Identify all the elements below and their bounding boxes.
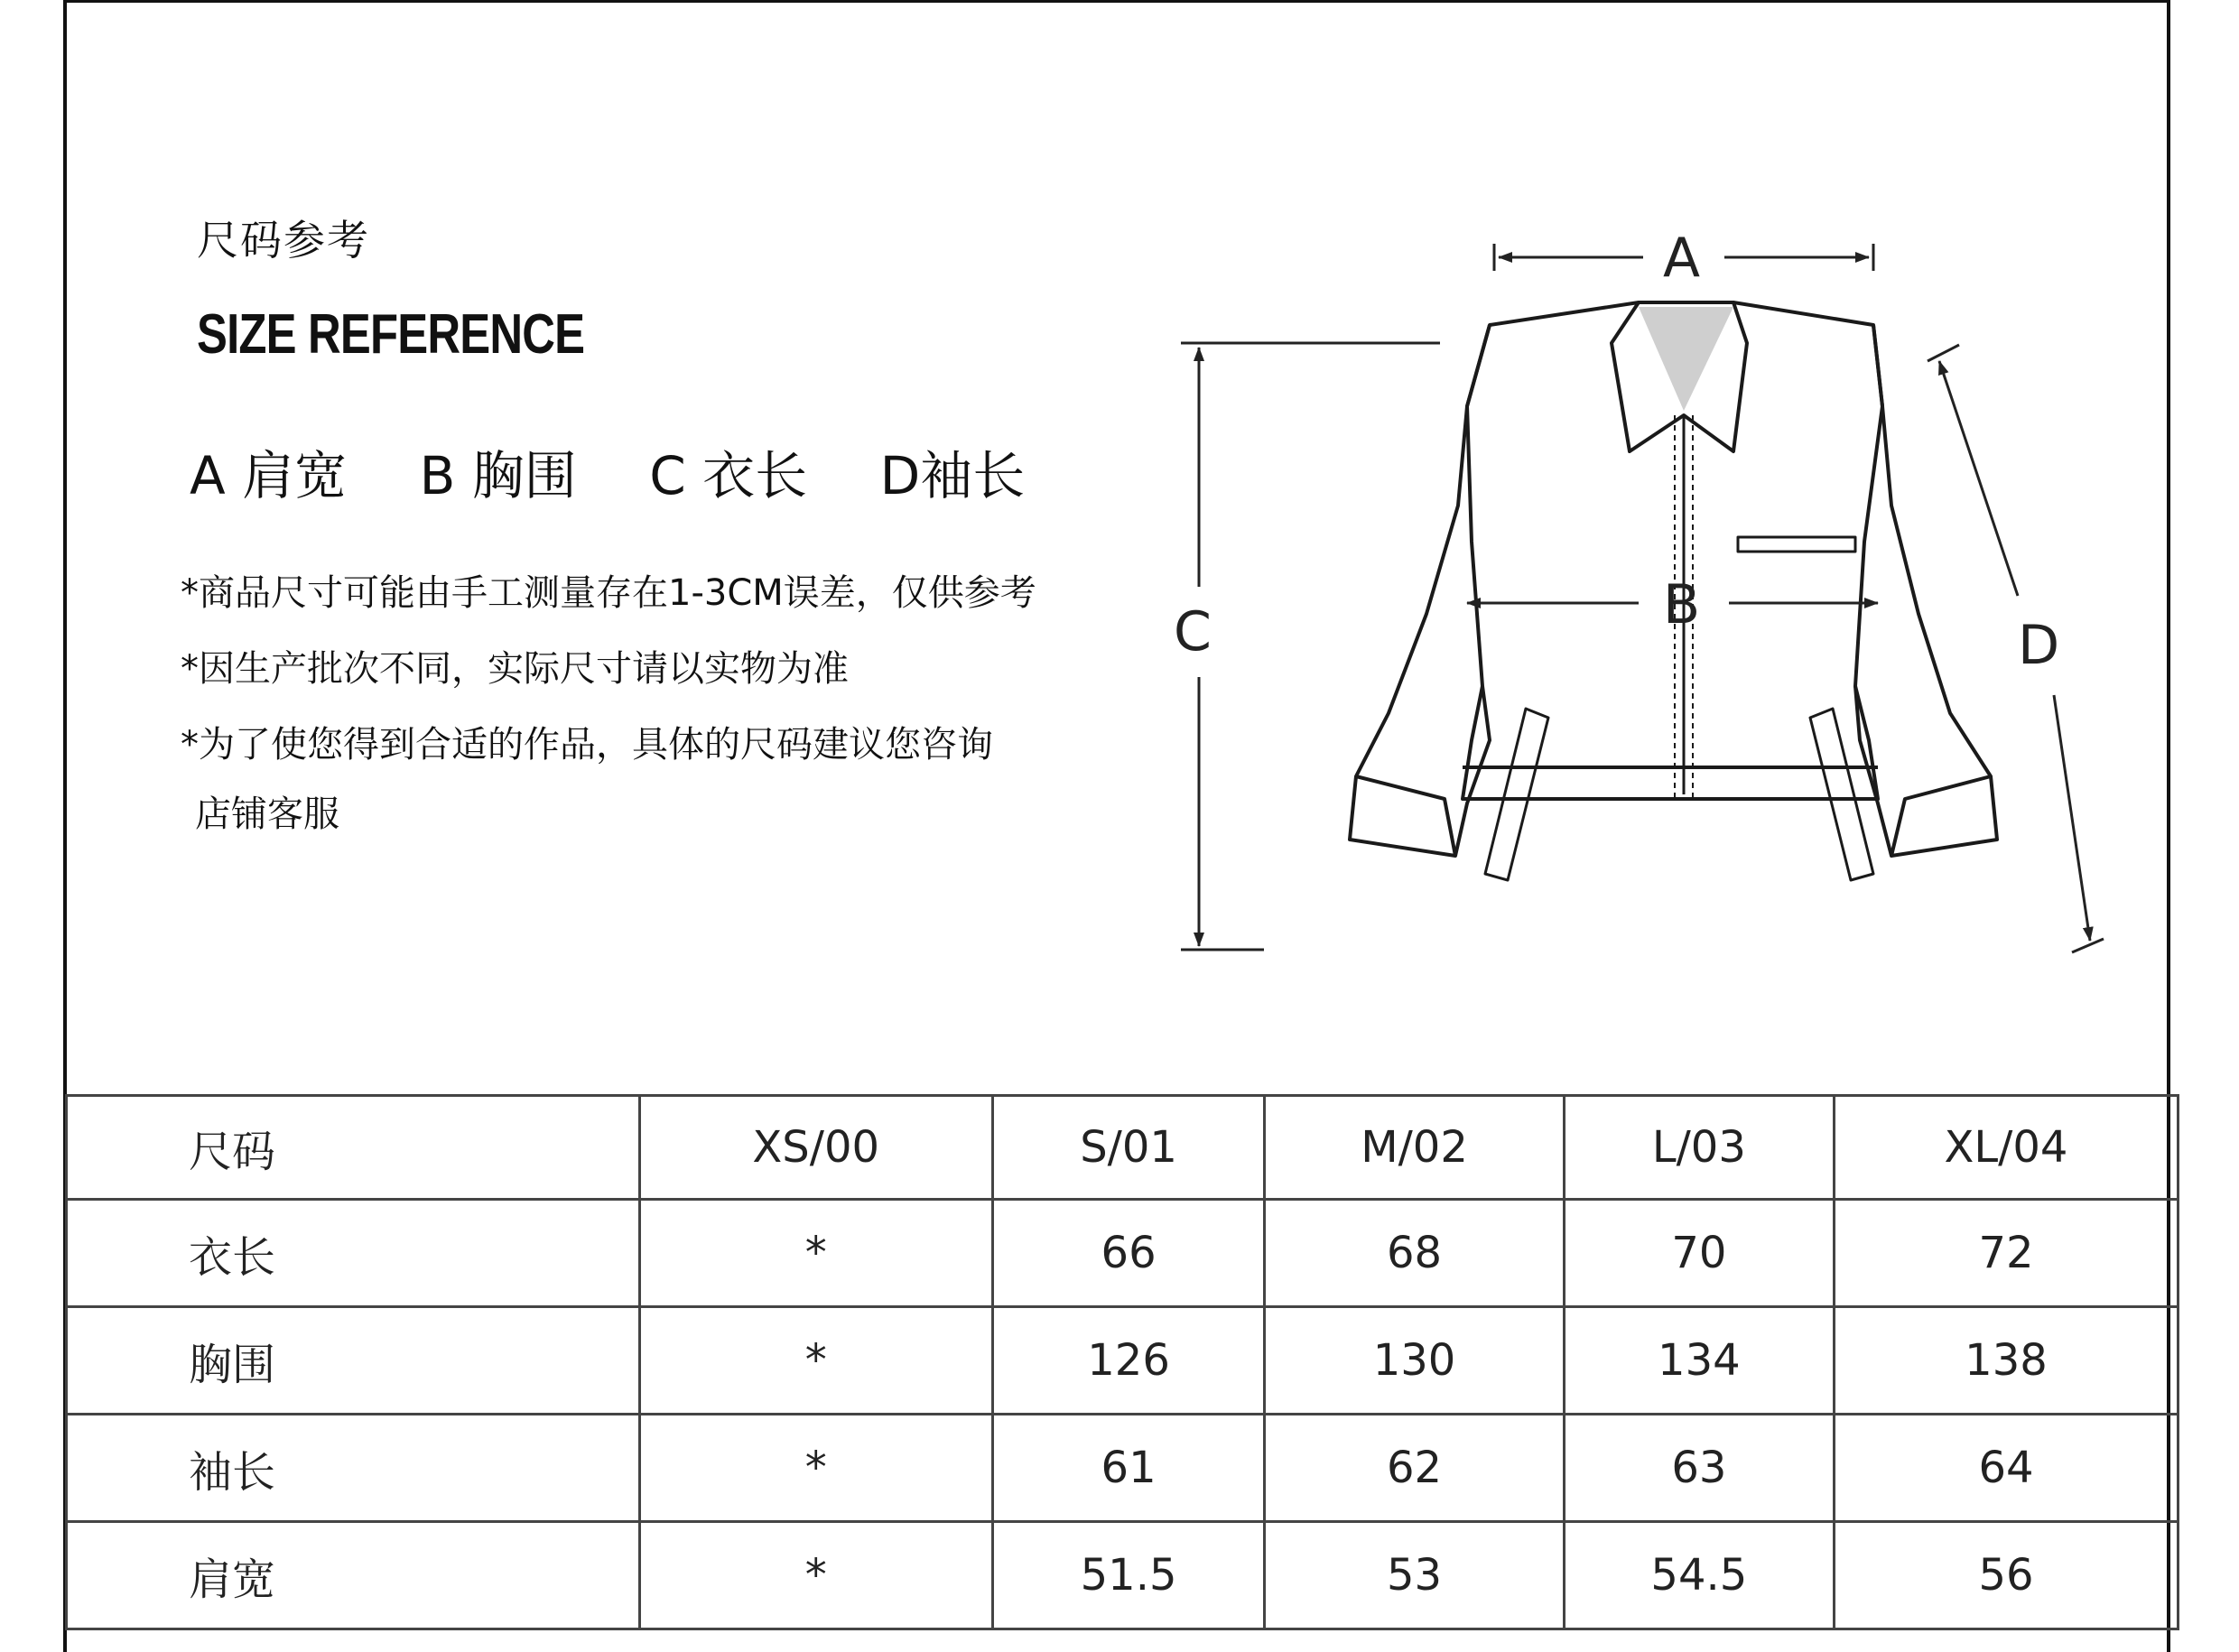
table-cell: 126 [992, 1307, 1265, 1415]
table-cell: 72 [1834, 1200, 2178, 1307]
note-2: *因生产批次不同，实际尺寸请以实物为准 [181, 648, 849, 690]
table-cell: 63 [1564, 1415, 1834, 1522]
label-b: B [1663, 573, 1701, 636]
label-a: A [1663, 227, 1701, 290]
table-cell: * [639, 1307, 992, 1415]
table-cell: 138 [1834, 1307, 2178, 1415]
table-cell: L/03 [1564, 1096, 1834, 1200]
table-cell: 56 [1834, 1522, 2178, 1629]
table-cell: 64 [1834, 1415, 2178, 1522]
label-d: D [2018, 614, 2060, 677]
table-row [67, 1522, 2179, 1629]
table-cell: 肩宽 [67, 1522, 640, 1629]
table-cell: 胸围 [67, 1307, 640, 1415]
table-row [67, 1415, 2179, 1522]
table-cell: * [639, 1415, 992, 1522]
size-table [65, 1094, 2179, 1630]
table-row [67, 1200, 2179, 1307]
legend-item-c: C 衣长 [649, 445, 808, 506]
legend-item-b: B 胸围 [419, 445, 577, 506]
dimension-d [1928, 345, 2104, 952]
table-cell: 袖长 [67, 1415, 640, 1522]
table-cell: 134 [1564, 1307, 1834, 1415]
table-cell: 61 [992, 1415, 1265, 1522]
legend-item-d: D袖长 [879, 445, 1026, 506]
table-cell: 51.5 [992, 1522, 1265, 1629]
legend-item-a: A 肩宽 [190, 445, 348, 506]
table-cell: 54.5 [1564, 1522, 1834, 1629]
note-3: *为了使您得到合适的作品，具体的尺码建议您咨询 [181, 724, 993, 766]
table-cell: 衣长 [67, 1200, 640, 1307]
table-cell: S/01 [992, 1096, 1265, 1200]
table-cell: 62 [1265, 1415, 1564, 1522]
table-cell: XL/04 [1834, 1096, 2178, 1200]
jacket-diagram [1156, 208, 2113, 1020]
table-cell: 70 [1564, 1200, 1834, 1307]
table-cell: 66 [992, 1200, 1265, 1307]
dimension-c [1181, 343, 1440, 950]
label-c: C [1174, 600, 1212, 664]
measurement-legend [190, 433, 1081, 509]
table-header-row [67, 1096, 2179, 1200]
table-cell: 68 [1265, 1200, 1564, 1307]
title-cn: 尺码参考 [197, 216, 370, 265]
table-cell: * [639, 1200, 992, 1307]
note-4: 店铺客服 [195, 794, 339, 835]
table-cell: * [639, 1522, 992, 1629]
table-cell: 53 [1265, 1522, 1564, 1629]
table-cell: 尺码 [67, 1096, 640, 1200]
note-1: *商品尺寸可能由手工测量存在1-3CM误差，仅供参考 [181, 572, 1036, 614]
table-row [67, 1307, 2179, 1415]
title-en: SIZE REFERENCE [197, 303, 585, 366]
table-cell: XS/00 [639, 1096, 992, 1200]
table-cell: M/02 [1265, 1096, 1564, 1200]
notes [181, 555, 1036, 846]
table-cell: 130 [1265, 1307, 1564, 1415]
collar-shade [1639, 307, 1733, 411]
